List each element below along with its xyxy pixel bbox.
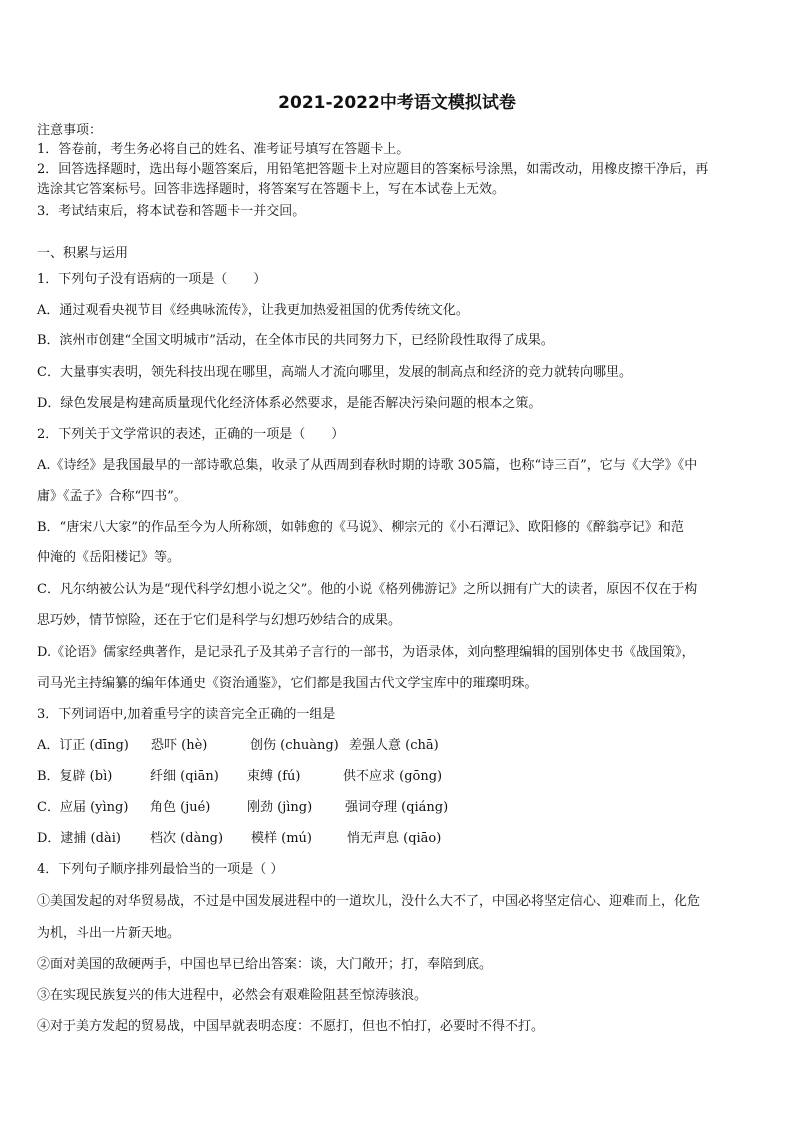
pinyin-option: B．复辟 (bì) — [37, 769, 113, 784]
answer-option: A.《诗经》是我国最早的一部诗歌总集，收录了从西周到春秋时期的诗歌 305篇，也称“诗三百”，它与《大学》《中 — [37, 458, 698, 473]
answer-option: D．绿色发展是构建高质量现代化经济体系必然要求，是能否解决污染问题的根本之策。 — [37, 396, 542, 411]
section-heading: 一、积累与运用 — [37, 246, 129, 261]
answer-option: 仲淹的《岳阳楼记》等。 — [37, 550, 181, 565]
pinyin-option: D．逮捕 (dài) — [37, 831, 121, 846]
answer-option: A．通过观看央视节目《经典咏流传》，让我更加热爱祖国的优秀传统文化。 — [37, 303, 469, 318]
notice-heading: 注意事项： — [37, 123, 103, 138]
pinyin-option: 差强人意 (chā) — [349, 738, 439, 753]
sentence-item: ④对于美方发起的贸易战，中国早就表明态度：不愿打，但也不怕打，必要时不得不打。 — [37, 1019, 545, 1034]
sentence-item: 为机，斗出一片新天地。 — [37, 926, 181, 941]
pinyin-option: 强词夺理 (qiáng) — [345, 800, 449, 815]
pinyin-option: 束缚 (fú) — [247, 769, 301, 784]
answer-option: B．“唐宋八大家”的作品至今为人所称颂，如韩愈的《马说》、柳宗元的《小石潭记》、欧阳修的《醉翁亭记》和范 — [37, 520, 684, 535]
pinyin-option: 档次 (dàng) — [150, 831, 224, 846]
answer-option: D.《论语》儒家经典著作，是记录孔子及其弟子言行的一部书，为语录体，刘向整理编辑的国别体史书《战国策》， — [37, 645, 695, 660]
pinyin-option: C．应届 (yìng) — [37, 800, 129, 815]
pinyin-option: 创伤 (chuàng) — [250, 738, 339, 753]
pinyin-option: A．订正 (dīng) — [37, 738, 129, 753]
notice-item: 2．回答选择题时，选出每小题答案后，用铅笔把答题卡上对应题目的答案标号涂黑，如需改动，用橡皮擦干净后，再 — [37, 162, 709, 177]
notice-item: 3．考试结束后，将本试卷和答题卡一并交回。 — [37, 204, 306, 219]
answer-option: C．大量事实表明，领先科技出现在哪里，高端人才流向哪里，发展的制高点和经济的竞力就转向哪里。 — [37, 365, 632, 380]
answer-option: B．滨州市创建“全国文明城市”活动，在全体市民的共同努力下，已经阶段性取得了成果。 — [37, 333, 554, 348]
pinyin-option: 供不应求 (gōng) — [343, 769, 443, 784]
exam-title: 2021-2022中考语文模拟试卷 — [278, 93, 516, 113]
pinyin-option: 纤细 (qiān) — [150, 769, 219, 784]
question-stem: 3．下列词语中,加着重号字的读音完全正确的一组是 — [37, 707, 336, 722]
sentence-item: ②面对美国的敌硬两手，中国也早已给出答案：谈，大门敞开；打，奉陪到底。 — [37, 957, 493, 972]
answer-option: 庸》《孟子》合称“四书”。 — [37, 489, 187, 504]
pinyin-option: 模样 (mú) — [251, 831, 312, 846]
answer-option: 思巧妙，情节惊险，还在于它们是科学与幻想巧妙结合的成果。 — [37, 613, 402, 628]
answer-option: C．凡尔纳被公认为是“现代科学幻想小说之父”。他的小说《格列佛游记》之所以拥有广大的读者，原因不仅在于构 — [37, 582, 698, 597]
question-stem: 4．下列句子顺序排列最恰当的一项是（ ） — [37, 862, 284, 877]
pinyin-option: 悄无声息 (qiāo) — [347, 831, 442, 846]
question-stem: 2．下列关于文学常识的表述，正确的一项是（ ） — [37, 427, 345, 442]
question-stem: 1．下列句子没有语病的一项是（ ） — [37, 272, 267, 287]
sentence-item: ①美国发起的对华贸易战，不过是中国发展进程中的一道坎儿，没什么大不了，中国必将坚定信心、迎难而上，化危 — [37, 894, 701, 909]
sentence-item: ③在实现民族复兴的伟大进程中，必然会有艰难险阻甚至惊涛骇浪。 — [37, 988, 428, 1003]
pinyin-option: 恐吓 (hè) — [151, 738, 208, 753]
notice-item: 选涂其它答案标号。回答非选择题时，将答案写在答题卡上，写在本试卷上无效。 — [37, 182, 506, 197]
notice-item: 1．答卷前，考生务必将自己的姓名、准考证号填写在答题卡上。 — [37, 142, 410, 157]
pinyin-option: 刚劲 (jìng) — [247, 800, 313, 815]
answer-option: 司马光主持编纂的编年体通史《资治通鉴》，它们都是我国古代文学宝库中的璀璨明珠。 — [37, 676, 538, 691]
pinyin-option: 角色 (jué) — [150, 800, 211, 815]
